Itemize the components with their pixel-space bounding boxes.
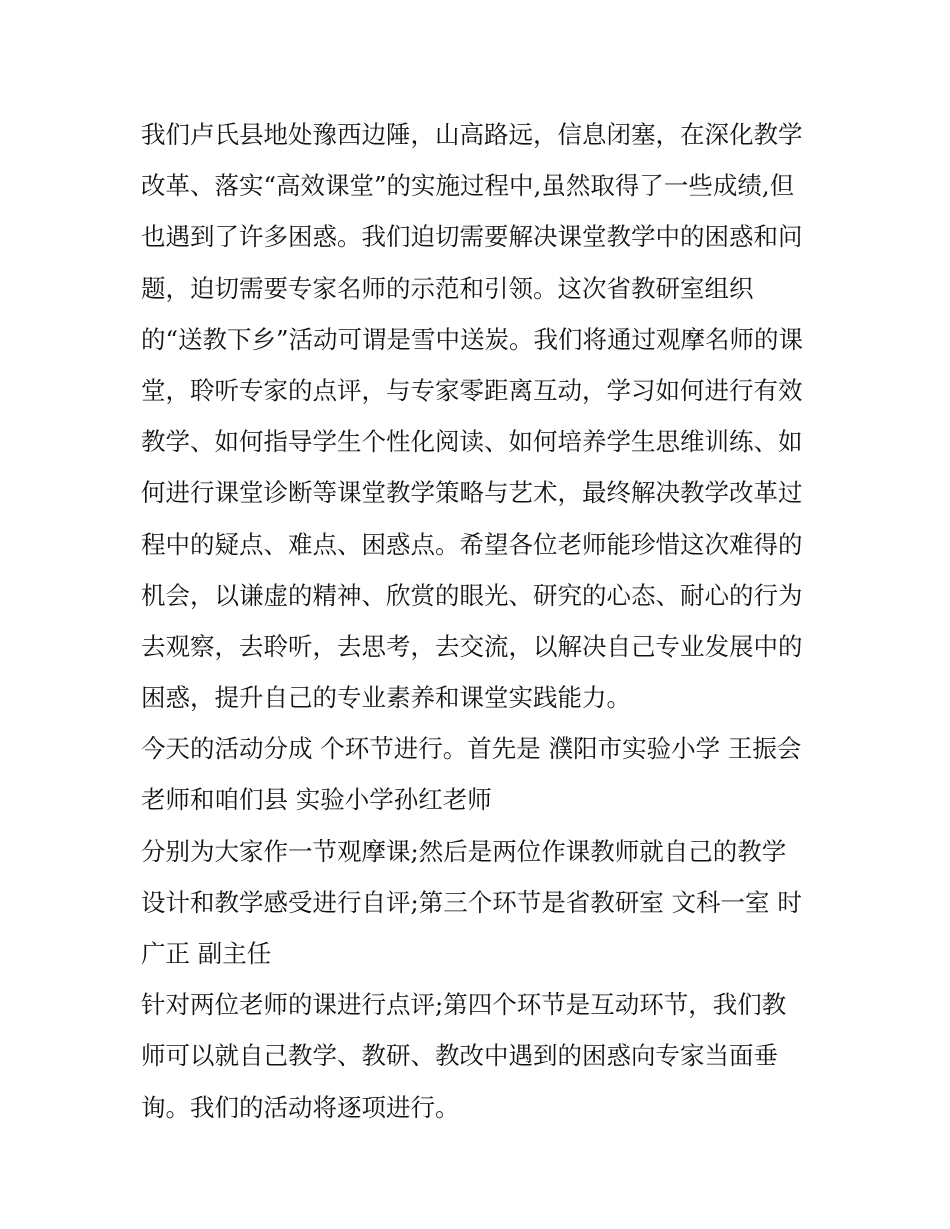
text-line: 的“送教下乡”活动可谓是雪中送炭。我们将通过观摩名师的课: [141, 324, 804, 354]
text-line: 困惑，提升自己的专业素养和课堂实践能力。: [141, 683, 631, 713]
text-line: 程中的疑点、难点、困惑点。希望各位老师能珍惜这次难得的: [141, 529, 803, 559]
text-line: 分别为大家作一节观摩课;然后是两位作课教师就自己的教学: [141, 836, 787, 866]
text-line: 针对两位老师的课进行点评;第四个环节是互动环节，我们教: [141, 990, 787, 1020]
text-line: 询。我们的活动将逐项进行。: [141, 1092, 460, 1122]
text-line: 去观察，去聆听，去思考，去交流，以解决自己专业发展中的: [141, 631, 803, 661]
document-body: [141, 109, 831, 1133]
text-line: 也遇到了许多困惑。我们迫切需要解决课堂教学中的困惑和问: [141, 222, 803, 252]
text-line: 设计和教学感受进行自评;第三个环节是省教研室 文科一室 时: [141, 887, 802, 917]
text-line: 机会，以谦虚的精神、欣赏的眼光、研究的心态、耐心的行为: [141, 580, 803, 610]
text-line: 改革、落实“高效课堂”的实施过程中,虽然取得了一些成绩,但: [141, 171, 795, 201]
text-line: 题，迫切需要专家名师的示范和引领。这次省教研室组织: [141, 273, 754, 303]
text-line: 我们卢氏县地处豫西边陲，山高路远，信息闭塞，在深化教学: [141, 120, 803, 149]
text-line: 堂，聆听专家的点评，与专家零距离互动，学习如何进行有效: [141, 375, 803, 405]
text-line: 何进行课堂诊断等课堂教学策略与艺术，最终解决教学改革过: [141, 478, 803, 508]
text-line: 老师和咱们县 实验小学孙红老师: [141, 785, 492, 815]
text-line: 今天的活动分成 个环节进行。首先是 濮阳市实验小学 王振会: [141, 734, 802, 764]
text-line: 教学、如何指导学生个性化阅读、如何培养学生思维训练、如: [141, 427, 803, 457]
text-line: 师可以就自己教学、教研、教改中遇到的困惑向专家当面垂: [141, 1041, 778, 1071]
text-line: 广正 副主任: [141, 939, 272, 968]
